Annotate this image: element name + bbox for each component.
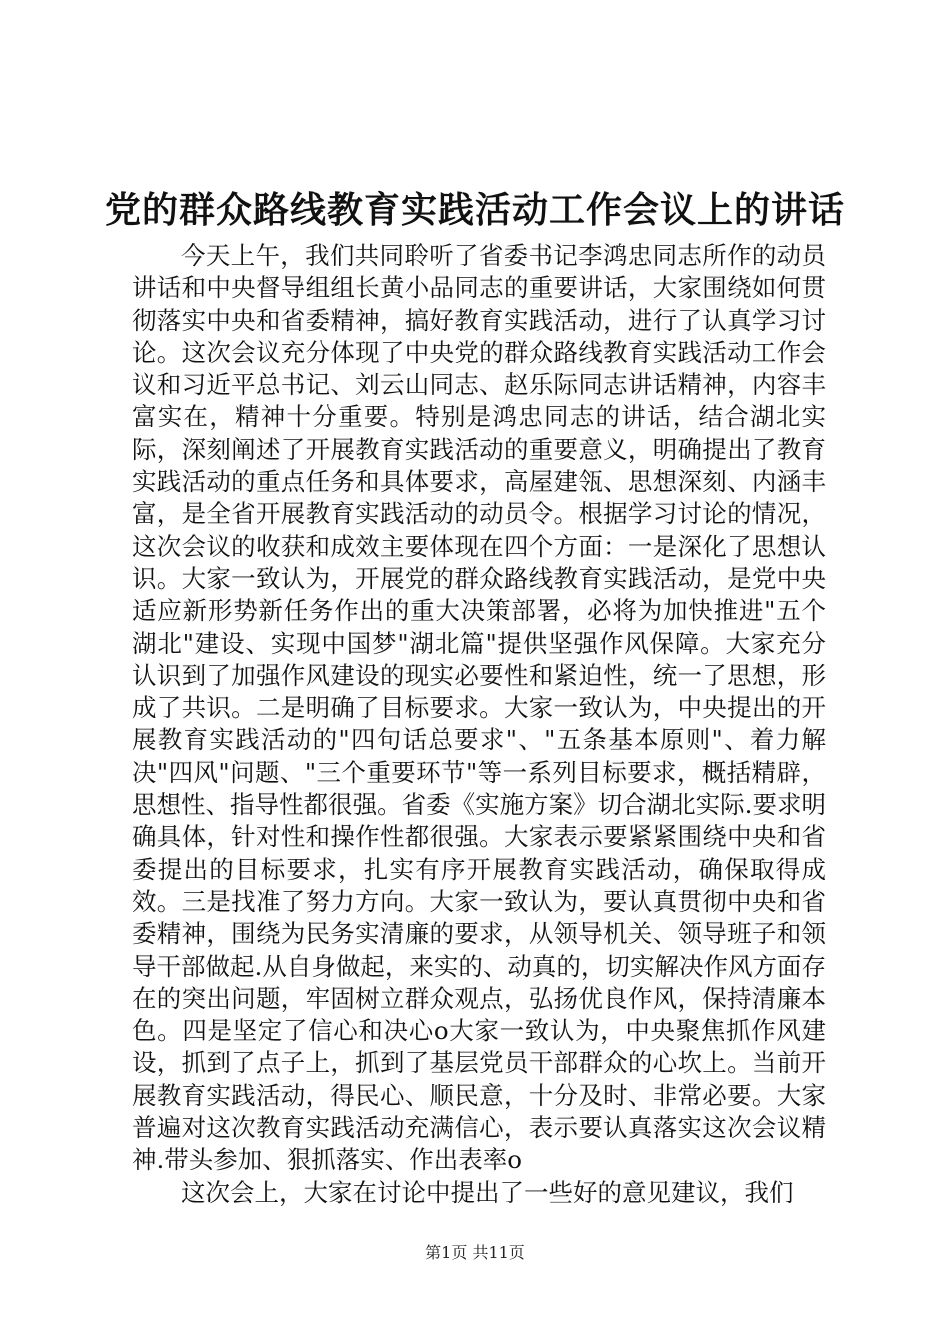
page-number-footer: 第1页 共11页 [425,1243,525,1262]
body-paragraph: 今天上午，我们共同聆听了省委书记李鸿忠同志所作的动员讲话和中央督导组组长黄小品同志的重要讲话，大家围绕如何贯彻落实中央和省委精神，搞好教育实践活动，进行了认真学习讨论。这次会议充分体现了中央党的群众路线教育实践活动工作会议和习近平总书记、刘云山同志、赵乐际同志讲话精神，内容丰富实在，精神十分重要。特别是鸿忠同志的讲话，结合湖北实际，深刻阐述了开展教育实践活动的重要意义，明确提出了教育实践活动的重点任务和具体要求，高屋建瓴、思想深刻、内涵丰富，是全省开展教育实践活动的动员令。根据学习讨论的情况，这次会议的收获和成效主要体现在四个方面：一是深化了思想认识。大家一致认为，开展党的群众路线教育实践活动，是党中央适应新形势新任务作出的重大决策部署，必将为加快推进"五个湖北"建设、实现中国梦"湖北篇"提供坚强作风保障。大家充分认识到了加强作风建设的现实必要性和紧迫性，统一了思想，形成了共识。二是明确了目标要求。大家一致认为，中央提出的开展教育实践活动的"四句话总要求"、"五条基本原则"、着力解决"四风"问题、"三个重要环节"等一系列目标要求，概括精辟，思想性、指导性都很强。省委《实施方案》切合湖北实际.要求明确具体，针对性和操作性都很强。大家表示要紧紧围绕中央和省委提出的目标要求，扎实有序开展教育实践活动，确保取得成效。三是找准了努力方向。大家一致认为，要认真贯彻中央和省委精神，围绕为民务实清廉的要求，从领导机关、领导班子和领导干部做起.从自身做起，来实的、动真的，切实解决作风方面存在的突出问题，牢固树立群众观点，弘扬优良作风，保持清廉本色。四是坚定了信心和决心o大家一致认为，中央聚焦抓作风建设，抓到了点子上，抓到了基层党员干部群众的心坎上。当前开展教育实践活动，得民心、顺民意，十分及时、非常必要。大家普遍对这次教育实践活动充满信心，表示要认真落实这次会议精神.带头参加、狠抓落实、作出表率o [132,241,826,1175]
body-paragraph: 这次会上，大家在讨论中提出了一些好的意见建议，我们 [181,1177,794,1207]
document-title: 党的群众路线教育实践活动工作会议上的讲话 [104,189,845,231]
document-body [132,240,826,1209]
